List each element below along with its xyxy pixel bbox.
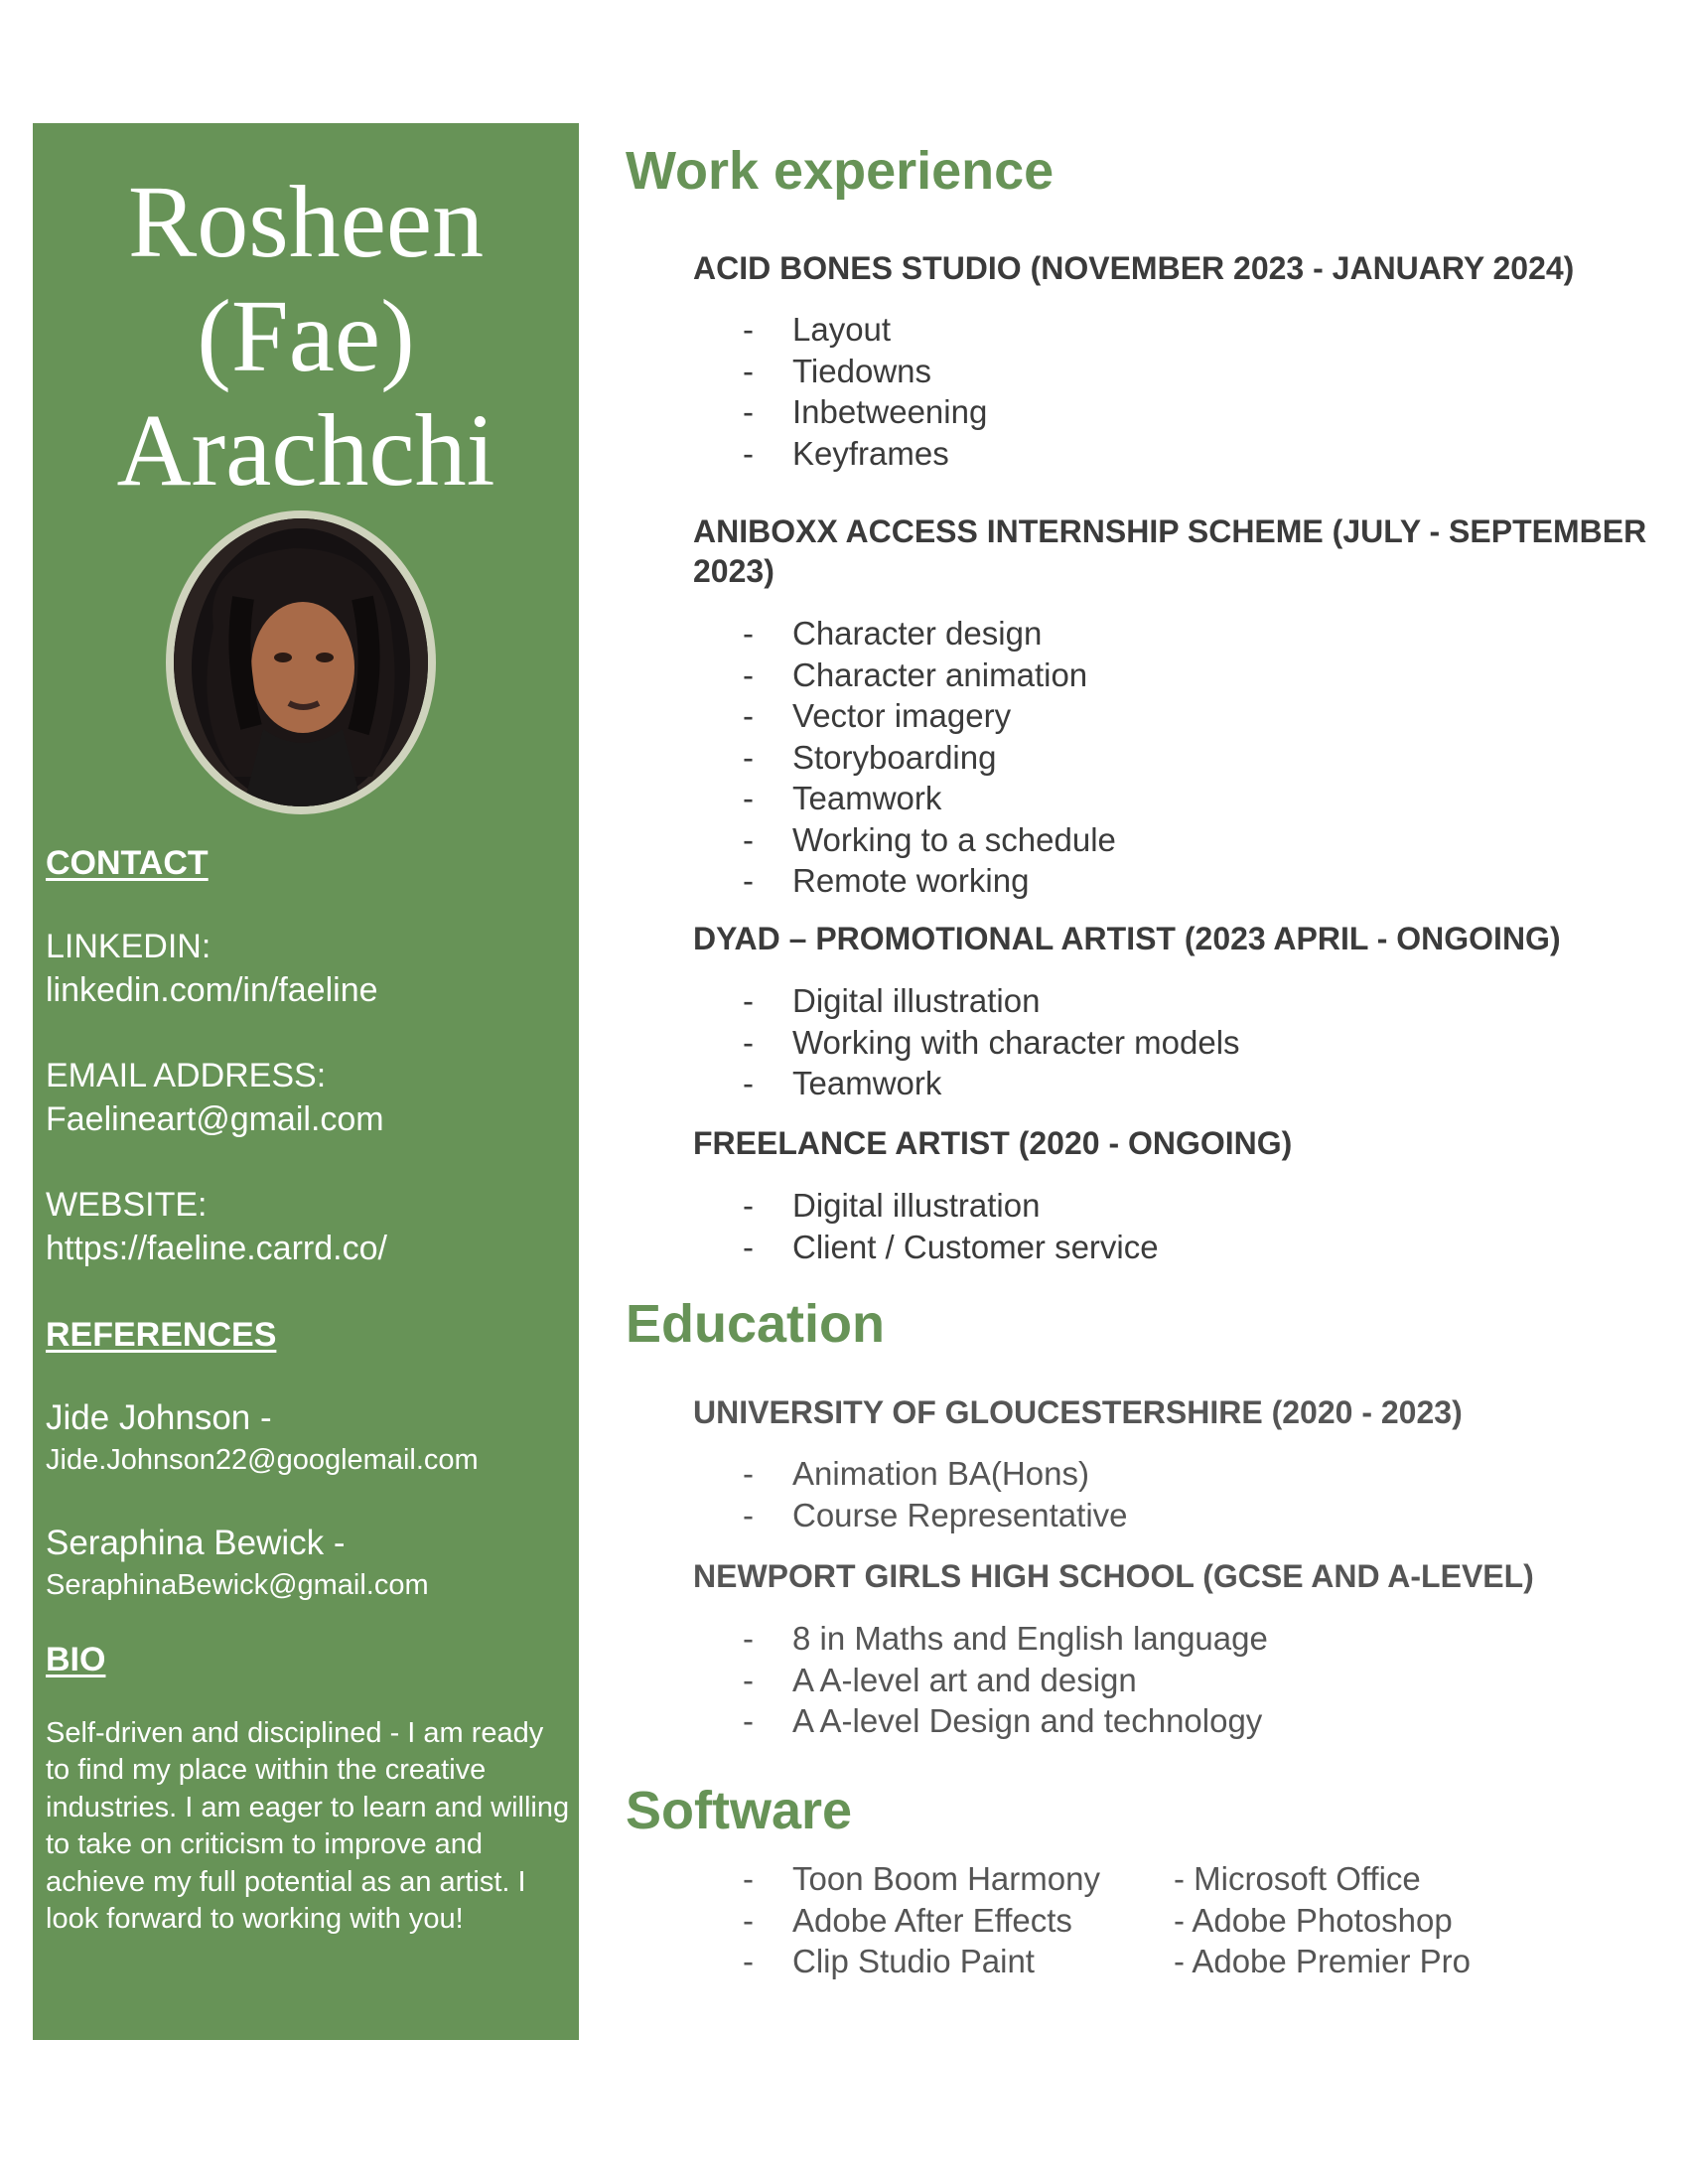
list-item: - Digital illustration (743, 1185, 1159, 1227)
job-title: DYAD – PROMOTIONAL ARTIST (2023 APRIL - ONGOING) (693, 921, 1561, 956)
list-item: - Keyframes (743, 433, 987, 475)
portrait-photo (166, 510, 436, 814)
job-title: FREELANCE ARTIST (2020 - ONGOING) (693, 1125, 1293, 1161)
reference-name: Jide Johnson - (46, 1398, 272, 1437)
contact-heading: CONTACT (46, 844, 209, 882)
list-item: - Working with character models (743, 1022, 1240, 1064)
list-item: - Clip Studio Paint (743, 1941, 1100, 1982)
contact-section (46, 844, 572, 1270)
portrait-illustration (174, 518, 428, 806)
list-item: - Storyboarding (743, 737, 1116, 779)
website-label: WEBSITE: (46, 1186, 208, 1224)
education-items-list (743, 1453, 1128, 1535)
school-title: UNIVERSITY OF GLOUCESTERSHIRE (2020 - 2023) (693, 1394, 1463, 1430)
sidebar (33, 123, 579, 2040)
name-line: (Fae) (197, 279, 415, 393)
list-item: - Adobe Premier Pro (1174, 1941, 1471, 1982)
bio-section (46, 1641, 572, 1938)
list-item: - Client / Customer service (743, 1227, 1159, 1268)
reference-email[interactable]: Jide.Johnson22@googlemail.com (46, 1444, 479, 1476)
list-item: - Tiedowns (743, 351, 987, 392)
linkedin-link[interactable]: linkedin.com/in/faeline (46, 971, 378, 1009)
references-heading: REFERENCES (46, 1316, 277, 1354)
job-duties-list (743, 309, 987, 474)
website-link[interactable]: https://faeline.carrd.co/ (46, 1230, 387, 1267)
job-title: ANIBOXX ACCESS INTERNSHIP SCHEME (JULY - SEPTEMBER 2023) (693, 513, 1647, 589)
list-item: - Teamwork (743, 778, 1116, 819)
work-experience-title: Work experience (626, 141, 1055, 201)
linkedin-label: LINKEDIN: (46, 928, 211, 965)
list-item: - Microsoft Office (1174, 1858, 1471, 1900)
reference-email[interactable]: SeraphinaBewick@gmail.com (46, 1569, 429, 1601)
list-item: - A A-level art and design (743, 1660, 1268, 1701)
software-list-left (743, 1858, 1100, 1982)
school-title: NEWPORT GIRLS HIGH SCHOOL (GCSE AND A-LEVEL) (693, 1558, 1534, 1594)
list-item: - Teamwork (743, 1063, 1240, 1104)
list-item: - Working to a schedule (743, 819, 1116, 861)
list-item: - Digital illustration (743, 980, 1240, 1022)
list-item: - Inbetweening (743, 391, 987, 433)
name-line: Arachchi (116, 393, 495, 508)
main-content (626, 0, 1658, 2184)
job-duties-list (743, 980, 1240, 1104)
job-title: ACID BONES STUDIO (NOVEMBER 2023 - JANUARY 2024) (693, 250, 1575, 286)
list-item: - Character design (743, 613, 1116, 655)
list-item: - Remote working (743, 860, 1116, 902)
education-title: Education (626, 1294, 886, 1354)
list-item: - Character animation (743, 655, 1116, 696)
reference-name: Seraphina Bewick - (46, 1524, 346, 1562)
job-duties-list (743, 1185, 1159, 1267)
list-item: - Layout (743, 309, 987, 351)
list-item: - Course Representative (743, 1495, 1128, 1536)
list-item: - Adobe Photoshop (1174, 1900, 1471, 1942)
list-item: - Animation BA(Hons) (743, 1453, 1128, 1495)
list-item: - Toon Boom Harmony (743, 1858, 1100, 1900)
list-item: - A A-level Design and technology (743, 1700, 1268, 1742)
list-item: - 8 in Maths and English language (743, 1618, 1268, 1660)
candidate-name (33, 165, 579, 508)
list-item: - Vector imagery (743, 695, 1116, 737)
email-label: EMAIL ADDRESS: (46, 1057, 327, 1094)
education-items-list (743, 1618, 1268, 1742)
software-list-right (1174, 1858, 1471, 1982)
job-duties-list (743, 613, 1116, 902)
name-line: Rosheen (127, 165, 485, 279)
references-section (46, 1316, 572, 1605)
bio-heading: BIO (46, 1641, 106, 1678)
list-item: - Adobe After Effects (743, 1900, 1100, 1942)
software-title: Software (626, 1781, 853, 1840)
bio-text: Self-driven and disciplined - I am ready to find my place within the creative industries. I am eager to learn and willing to take on criticism to improve and achieve my full potential as an artist. I look forward to working with you! (46, 1717, 570, 1936)
email-link[interactable]: Faelineart@gmail.com (46, 1100, 384, 1138)
